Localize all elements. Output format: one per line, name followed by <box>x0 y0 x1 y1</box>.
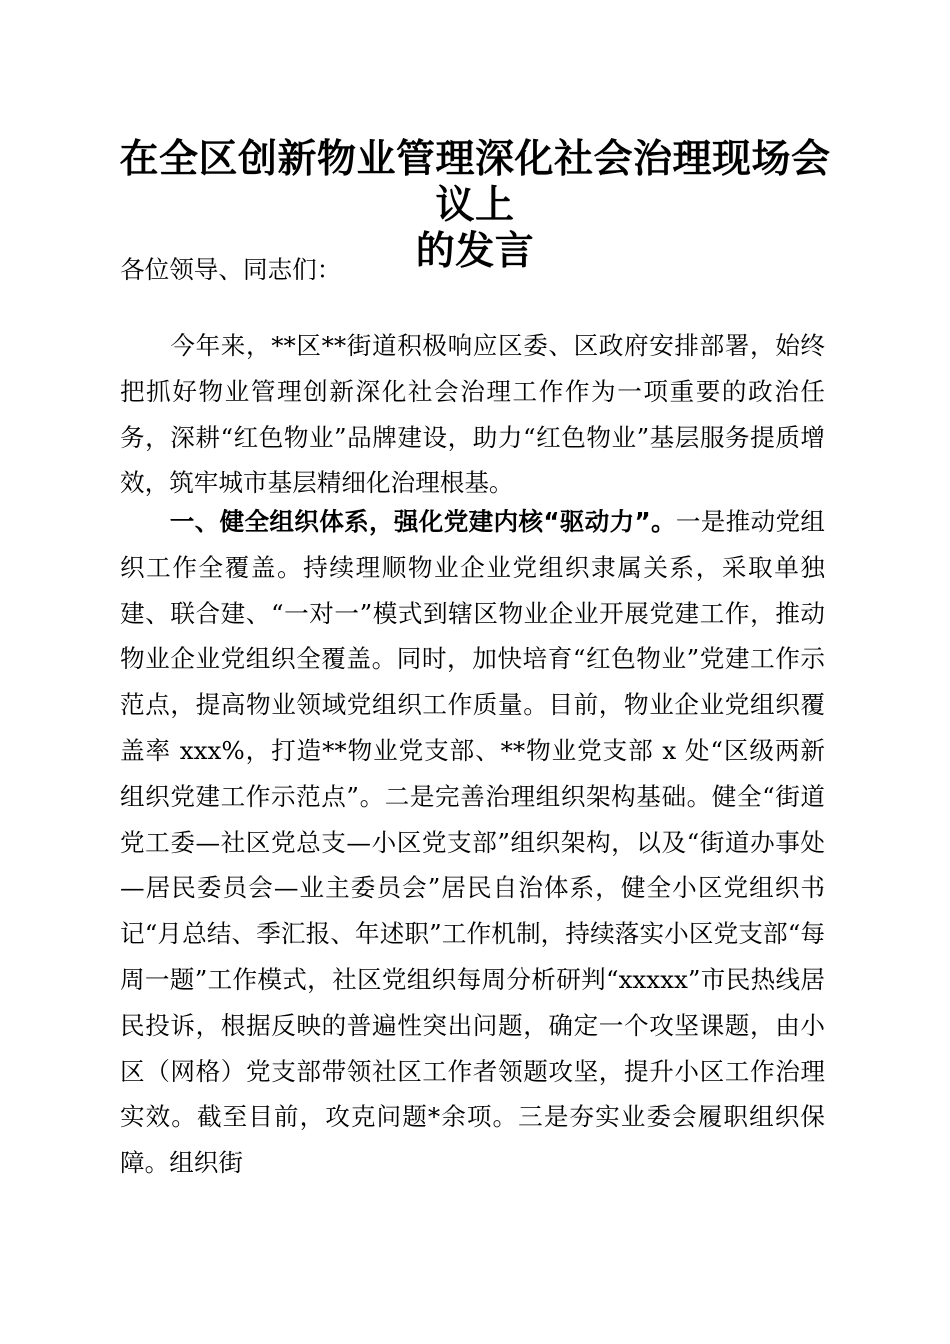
salutation: 各位领导、同志们： <box>120 255 342 284</box>
paragraph-section-1 <box>120 499 825 1186</box>
section-body-1: 党组织工作全覆盖。持续理顺物业企业党组织隶属关系，采取单独建、联合建、“一对一”模式到辖区物业企业开展党建工作，推动物业企业党组织全覆盖。同时，加快培育“红色物业”党建工作示范点，提高物业领域党组织工作质量。目前，物业企业党组织覆盖率 xxx%，打造**物业党支部、**物业党支部 x 处“区级两新组织党建工作示范点”。二是完善治理组织架构基础。健全“街道党工委—社区党总支—小区党支部”组织架构，以及“街道办事处—居民委员会—业主委员会”居民自治体系，健全小区党组织书记“月总结、季汇报、年述职”工作机制，持续落实小区党支部“每周一题”工作模式，社区党组织每周分析研判“xxxxx”市民热线居民投诉，根据反映的普遍性突出问题，确定一个攻坚课题，由小区（网格）党支部带领社区工作者领题攻坚，提升小区工作治理实效。截至目前，攻克问题*余项。三是夯实业委会履职组织保障。组织街 <box>120 507 825 1178</box>
document-title: 在全区创新物业管理深化社会治理现场会议上 的发言 <box>119 136 831 274</box>
paragraph-intro: 今年来，**区**街道积极响应区委、区政府安排部署，始终把抓好物业管理创新深化社会治理工作作为一项重要的政治任务，深耕“红色物业”品牌建设，助力“红色物业”基层服务提质增效，筑牢城市基层精细化治理根基。 <box>120 331 825 498</box>
section-lead-1: 一是推动 <box>675 507 776 536</box>
section-heading-1: 一、健全组织体系，强化党建内核“驱动力”。 <box>120 507 676 536</box>
